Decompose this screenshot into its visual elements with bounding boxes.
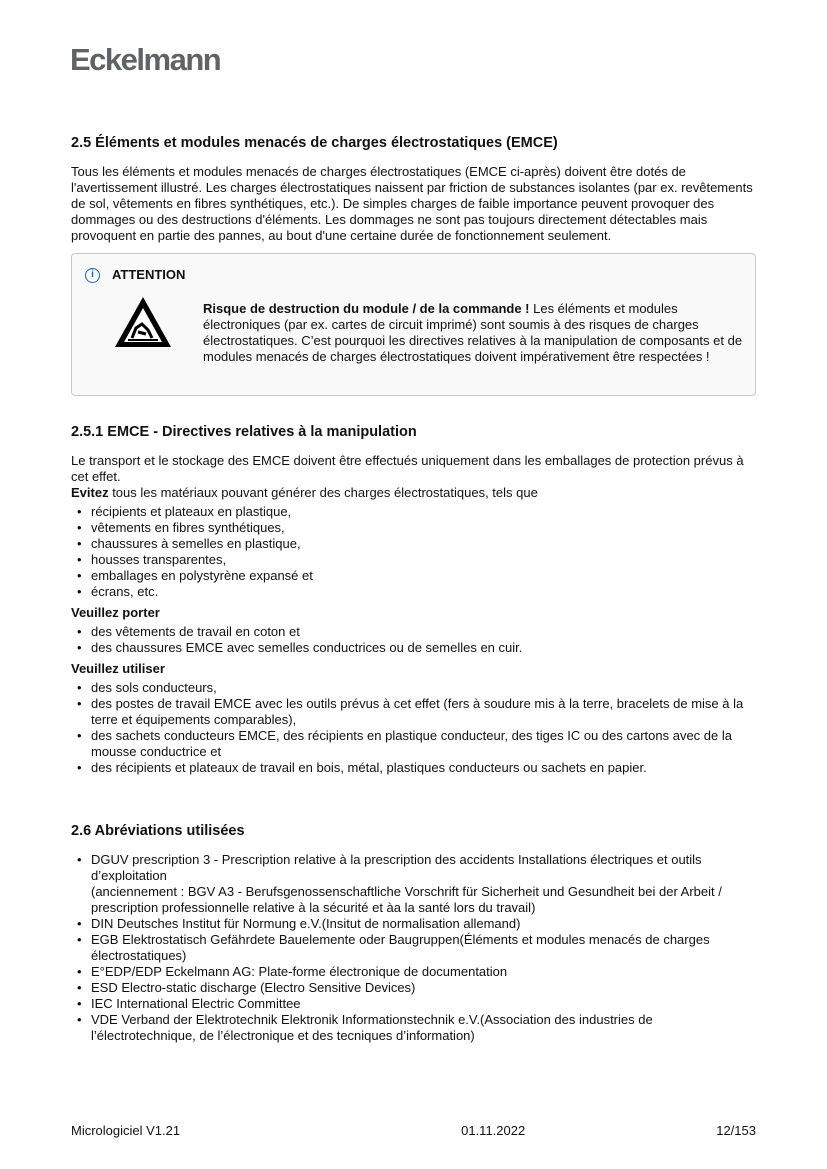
abbreviation-list <box>71 852 759 1044</box>
text: tous les matériaux pouvant générer des charges électrostatiques, tels que <box>108 485 538 500</box>
attention-title: ATTENTION <box>112 267 186 282</box>
list-item: • housses transparentes, <box>71 552 759 568</box>
paragraph <box>71 485 759 501</box>
list-item: • des récipients et plateaux de travail en bois, métal, plastiques conducteurs ou sachets en papier. <box>71 760 759 776</box>
list-item: • vêtements en fibres synthétiques, <box>71 520 759 536</box>
list-item: • E°EDP/EDP Eckelmann AG: Plate-forme électronique de documentation <box>71 964 759 980</box>
section-2-5-1 <box>71 423 759 776</box>
list-item: • des sols conducteurs, <box>71 680 759 696</box>
abbr-note: (anciennement : BGV A3 - Berufsgenossenschaftliche Vorschrift für Sicherheit und Gesundheit bei der Arbeit / prescription professionnelle relative à la sécurité et àa la santé lors du travail) <box>91 884 722 915</box>
list-item: • des chaussures EMCE avec semelles conductrices ou de semelles en cuir. <box>71 640 759 656</box>
subheading: Veuillez utiliser <box>71 661 165 676</box>
attention-text <box>203 301 743 365</box>
use-list <box>71 680 759 776</box>
attention-bold: Risque de destruction du module / de la commande ! <box>203 301 530 316</box>
list-item <box>71 852 759 916</box>
list-item: • des vêtements de travail en coton et <box>71 624 759 640</box>
section-heading: 2.5.1 EMCE - Directives relatives à la manipulation <box>71 424 417 440</box>
paragraph: Le transport et le stockage des EMCE doivent être effectués uniquement dans les emballages de protection prévus à cet effet. <box>71 453 744 484</box>
esd-warning-icon <box>112 294 174 350</box>
abbr-text: DGUV prescription 3 - Prescription relative à la prescription des accidents Installations électriques et outils d’exploitation <box>91 852 702 883</box>
list-item: • VDE Verband der Elektrotechnik Elektronik Informationstechnik e.V.(Association des industries de l’électrotechnique, de l’électronique et des tecniques d’information) <box>71 1012 759 1044</box>
section-2-6 <box>71 822 759 1044</box>
footer-version: Micrologiciel V1.21 <box>71 1123 181 1138</box>
eckelmann-logo: Eckelmann <box>70 42 221 77</box>
paragraph: Tous les éléments et modules menacés de charges électrostatiques (EMCE ci-après) doivent être dotés de l'avertissement illustré. Les charges électrostatiques naissent par friction de substances isolantes (par ex. revêtements de sol, vêtements en fibres synthétiques, etc.). De simples charges de faible importance peuvent provoquer des dommages ou des destructions d'éléments. Les dommages ne sont pas toujours directement détectables mais provoquent en partie des pannes, au bout d'une certaine durée de fonctionnement seulement. <box>71 164 753 243</box>
list-item: • écrans, etc. <box>71 584 759 600</box>
list-item: • ESD Electro-static discharge (Electro Sensitive Devices) <box>71 980 759 996</box>
section-heading: 2.5 Éléments et modules menacés de charges électrostatiques (EMCE) <box>71 135 558 151</box>
list-item: • emballages en polystyrène expansé et <box>71 568 759 584</box>
attention-body: Les éléments et modules électroniques (par ex. cartes de circuit imprimé) sont soumis à des risques de charges électrostatiques. C’est pourquoi les directives relatives à la manipulation de composants et de modules menacés de charges électrostatiques doivent impérativement être respectées ! <box>203 301 743 364</box>
list-item: • EGB Elektrostatisch Gefährdete Bauelemente oder Baugruppen(Éléments et modules menacés de charges électrostatiques) <box>71 932 759 964</box>
page-footer <box>71 1123 756 1139</box>
wear-list <box>71 624 759 656</box>
list-item: • chaussures à semelles en plastique, <box>71 536 759 552</box>
subheading: Veuillez porter <box>71 605 160 620</box>
section-heading: 2.6 Abréviations utilisées <box>71 823 245 839</box>
section-2-5 <box>71 134 759 244</box>
list-item: • des postes de travail EMCE avec les outils prévus à cet effet (fers à soudure mis à la terre, bracelets de mise à la terre et équipements comparables), <box>71 696 759 728</box>
list-item: • IEC International Electric Committee <box>71 996 759 1012</box>
info-icon: i <box>85 268 100 283</box>
list-item: • des sachets conducteurs EMCE, des récipients en plastique conducteur, des tiges IC ou des cartons avec de la mousse conductrice et <box>71 728 759 760</box>
bold-text: Evitez <box>71 485 109 500</box>
attention-box <box>71 253 756 396</box>
list-item: • récipients et plateaux en plastique, <box>71 504 759 520</box>
avoid-list <box>71 504 759 600</box>
footer-page-number: 12/153 <box>716 1123 756 1138</box>
footer-date: 01.11.2022 <box>461 1123 526 1138</box>
list-item: • DIN Deutsches Institut für Normung e.V.(Insitut de normalisation allemand) <box>71 916 759 932</box>
